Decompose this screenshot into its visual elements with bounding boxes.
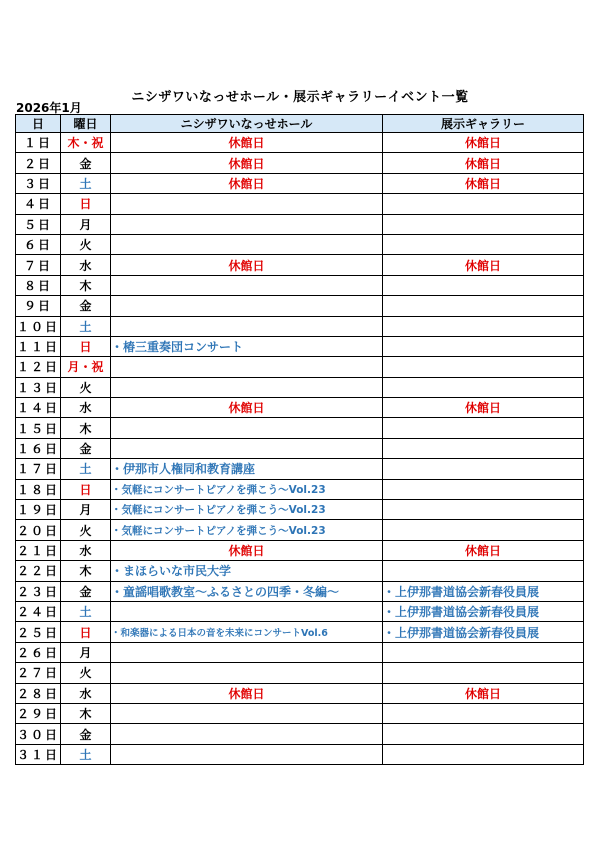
weekday-cell: 土	[61, 744, 111, 764]
hall-event-cell	[111, 724, 383, 744]
gallery-event-cell	[383, 194, 584, 214]
table-row	[16, 275, 584, 295]
date-cell: ３日	[16, 173, 61, 193]
hall-event-cell	[111, 642, 383, 662]
weekday-cell: 金	[61, 153, 111, 173]
date-cell: ４日	[16, 194, 61, 214]
page-title: ニシザワいなっせホール・展示ギャラリーイベント一覧	[131, 90, 469, 105]
hall-event-cell	[111, 214, 383, 234]
hall-event-cell	[111, 377, 383, 397]
gallery-event-cell: ・上伊那書道協会新春役員展	[383, 622, 584, 642]
hall-event-cell: 休館日	[111, 683, 383, 703]
hall-event-cell: ・まほらいな市民大学	[111, 561, 383, 581]
gallery-event-cell	[383, 500, 584, 520]
weekday-cell: 火	[61, 663, 111, 683]
date-cell: １４日	[16, 398, 61, 418]
hall-event-cell	[111, 234, 383, 254]
weekday-cell: 火	[61, 520, 111, 540]
table-row	[16, 234, 584, 254]
date-cell: ２２日	[16, 561, 61, 581]
date-cell: ９日	[16, 296, 61, 316]
table-row	[16, 642, 584, 662]
weekday-cell: 金	[61, 581, 111, 601]
year-month-label: 2026年1月	[16, 101, 82, 115]
table-row	[16, 663, 584, 683]
table-row	[16, 296, 584, 316]
gallery-event-cell	[383, 275, 584, 295]
weekday-cell: 木	[61, 703, 111, 723]
gallery-event-cell: 休館日	[383, 173, 584, 193]
weekday-cell: 日	[61, 622, 111, 642]
weekday-cell: 水	[61, 398, 111, 418]
hall-event-cell: 休館日	[111, 173, 383, 193]
hall-event-cell: 休館日	[111, 153, 383, 173]
gallery-event-cell	[383, 642, 584, 662]
date-cell: ２０日	[16, 520, 61, 540]
date-cell: ３１日	[16, 744, 61, 764]
gallery-event-cell	[383, 418, 584, 438]
weekday-cell: 木	[61, 275, 111, 295]
date-cell: １６日	[16, 438, 61, 458]
hall-event-cell	[111, 296, 383, 316]
weekday-cell: 金	[61, 438, 111, 458]
gallery-event-cell	[383, 663, 584, 683]
hall-event-cell	[111, 438, 383, 458]
event-calendar-table	[15, 114, 584, 765]
hall-event-cell: ・和楽器による日本の音を未来にコンサートVol.6	[111, 622, 383, 642]
date-cell: １１日	[16, 336, 61, 356]
gallery-event-cell	[383, 479, 584, 499]
table-row	[16, 744, 584, 764]
table-row	[16, 153, 584, 173]
weekday-cell: 月	[61, 642, 111, 662]
table-row	[16, 561, 584, 581]
date-cell: ２５日	[16, 622, 61, 642]
weekday-cell: 火	[61, 377, 111, 397]
weekday-cell: 木	[61, 418, 111, 438]
calendar-body	[16, 133, 584, 765]
date-cell: １７日	[16, 459, 61, 479]
header-dow: 曜日	[61, 115, 111, 133]
gallery-event-cell	[383, 459, 584, 479]
gallery-event-cell: 休館日	[383, 683, 584, 703]
table-row	[16, 622, 584, 642]
weekday-cell: 日	[61, 336, 111, 356]
hall-event-cell	[111, 194, 383, 214]
gallery-event-cell: ・上伊那書道協会新春役員展	[383, 601, 584, 621]
date-cell: １９日	[16, 500, 61, 520]
table-row	[16, 336, 584, 356]
table-row	[16, 683, 584, 703]
table-row	[16, 479, 584, 499]
date-cell: ２７日	[16, 663, 61, 683]
date-cell: １８日	[16, 479, 61, 499]
date-cell: １３日	[16, 377, 61, 397]
date-cell: ２６日	[16, 642, 61, 662]
gallery-event-cell	[383, 234, 584, 254]
hall-event-cell: 休館日	[111, 133, 383, 153]
date-cell: ２日	[16, 153, 61, 173]
weekday-cell: 日	[61, 194, 111, 214]
date-cell: ７日	[16, 255, 61, 275]
gallery-event-cell	[383, 438, 584, 458]
table-row	[16, 601, 584, 621]
table-row	[16, 255, 584, 275]
gallery-event-cell	[383, 703, 584, 723]
hall-event-cell: ・伊那市人権同和教育講座	[111, 459, 383, 479]
gallery-event-cell	[383, 296, 584, 316]
table-row	[16, 377, 584, 397]
table-row	[16, 194, 584, 214]
weekday-cell: 月	[61, 214, 111, 234]
date-cell: １０日	[16, 316, 61, 336]
weekday-cell: 土	[61, 601, 111, 621]
hall-event-cell: 休館日	[111, 255, 383, 275]
date-cell: １日	[16, 133, 61, 153]
weekday-cell: 金	[61, 296, 111, 316]
hall-event-cell	[111, 316, 383, 336]
weekday-cell: 水	[61, 540, 111, 560]
hall-event-cell	[111, 357, 383, 377]
weekday-cell: 土	[61, 316, 111, 336]
gallery-event-cell	[383, 744, 584, 764]
date-cell: １２日	[16, 357, 61, 377]
table-row	[16, 316, 584, 336]
table-row	[16, 540, 584, 560]
hall-event-cell	[111, 601, 383, 621]
table-header-row	[16, 115, 584, 133]
gallery-event-cell: 休館日	[383, 540, 584, 560]
gallery-event-cell: 休館日	[383, 133, 584, 153]
date-cell: １５日	[16, 418, 61, 438]
weekday-cell: 木・祝	[61, 133, 111, 153]
gallery-event-cell	[383, 561, 584, 581]
gallery-event-cell	[383, 377, 584, 397]
weekday-cell: 火	[61, 234, 111, 254]
header-date: 日	[16, 115, 61, 133]
gallery-event-cell	[383, 214, 584, 234]
gallery-event-cell	[383, 336, 584, 356]
weekday-cell: 木	[61, 561, 111, 581]
hall-event-cell: 休館日	[111, 540, 383, 560]
table-row	[16, 459, 584, 479]
gallery-event-cell	[383, 316, 584, 336]
table-row	[16, 724, 584, 744]
table-row	[16, 438, 584, 458]
gallery-event-cell	[383, 357, 584, 377]
weekday-cell: 金	[61, 724, 111, 744]
gallery-event-cell: 休館日	[383, 153, 584, 173]
table-row	[16, 581, 584, 601]
weekday-cell: 月	[61, 500, 111, 520]
date-cell: ２１日	[16, 540, 61, 560]
date-cell: ３０日	[16, 724, 61, 744]
table-row	[16, 520, 584, 540]
table-row	[16, 398, 584, 418]
date-cell: ２３日	[16, 581, 61, 601]
hall-event-cell	[111, 703, 383, 723]
weekday-cell: 水	[61, 683, 111, 703]
hall-event-cell	[111, 744, 383, 764]
weekday-cell: 日	[61, 479, 111, 499]
hall-event-cell	[111, 275, 383, 295]
header-gallery: 展示ギャラリー	[383, 115, 584, 133]
weekday-cell: 水	[61, 255, 111, 275]
hall-event-cell: ・気軽にコンサートピアノを弾こう～Vol.23	[111, 520, 383, 540]
date-cell: ６日	[16, 234, 61, 254]
gallery-event-cell: 休館日	[383, 255, 584, 275]
gallery-event-cell: ・上伊那書道協会新春役員展	[383, 581, 584, 601]
date-cell: ２４日	[16, 601, 61, 621]
hall-event-cell: ・童謡唱歌教室～ふるさとの四季・冬編～	[111, 581, 383, 601]
header-hall: ニシザワいなっせホール	[111, 115, 383, 133]
weekday-cell: 月・祝	[61, 357, 111, 377]
hall-event-cell	[111, 663, 383, 683]
hall-event-cell: ・気軽にコンサートピアノを弾こう～Vol.23	[111, 479, 383, 499]
table-row	[16, 703, 584, 723]
table-row	[16, 173, 584, 193]
weekday-cell: 土	[61, 173, 111, 193]
hall-event-cell	[111, 418, 383, 438]
table-row	[16, 418, 584, 438]
weekday-cell: 土	[61, 459, 111, 479]
gallery-event-cell	[383, 724, 584, 744]
hall-event-cell: ・気軽にコンサートピアノを弾こう～Vol.23	[111, 500, 383, 520]
date-cell: ８日	[16, 275, 61, 295]
gallery-event-cell: 休館日	[383, 398, 584, 418]
date-cell: ２８日	[16, 683, 61, 703]
table-row	[16, 357, 584, 377]
gallery-event-cell	[383, 520, 584, 540]
table-row	[16, 214, 584, 234]
table-row	[16, 500, 584, 520]
date-cell: ２９日	[16, 703, 61, 723]
hall-event-cell: ・椿三重奏団コンサート	[111, 336, 383, 356]
date-cell: ５日	[16, 214, 61, 234]
table-row	[16, 133, 584, 153]
hall-event-cell: 休館日	[111, 398, 383, 418]
